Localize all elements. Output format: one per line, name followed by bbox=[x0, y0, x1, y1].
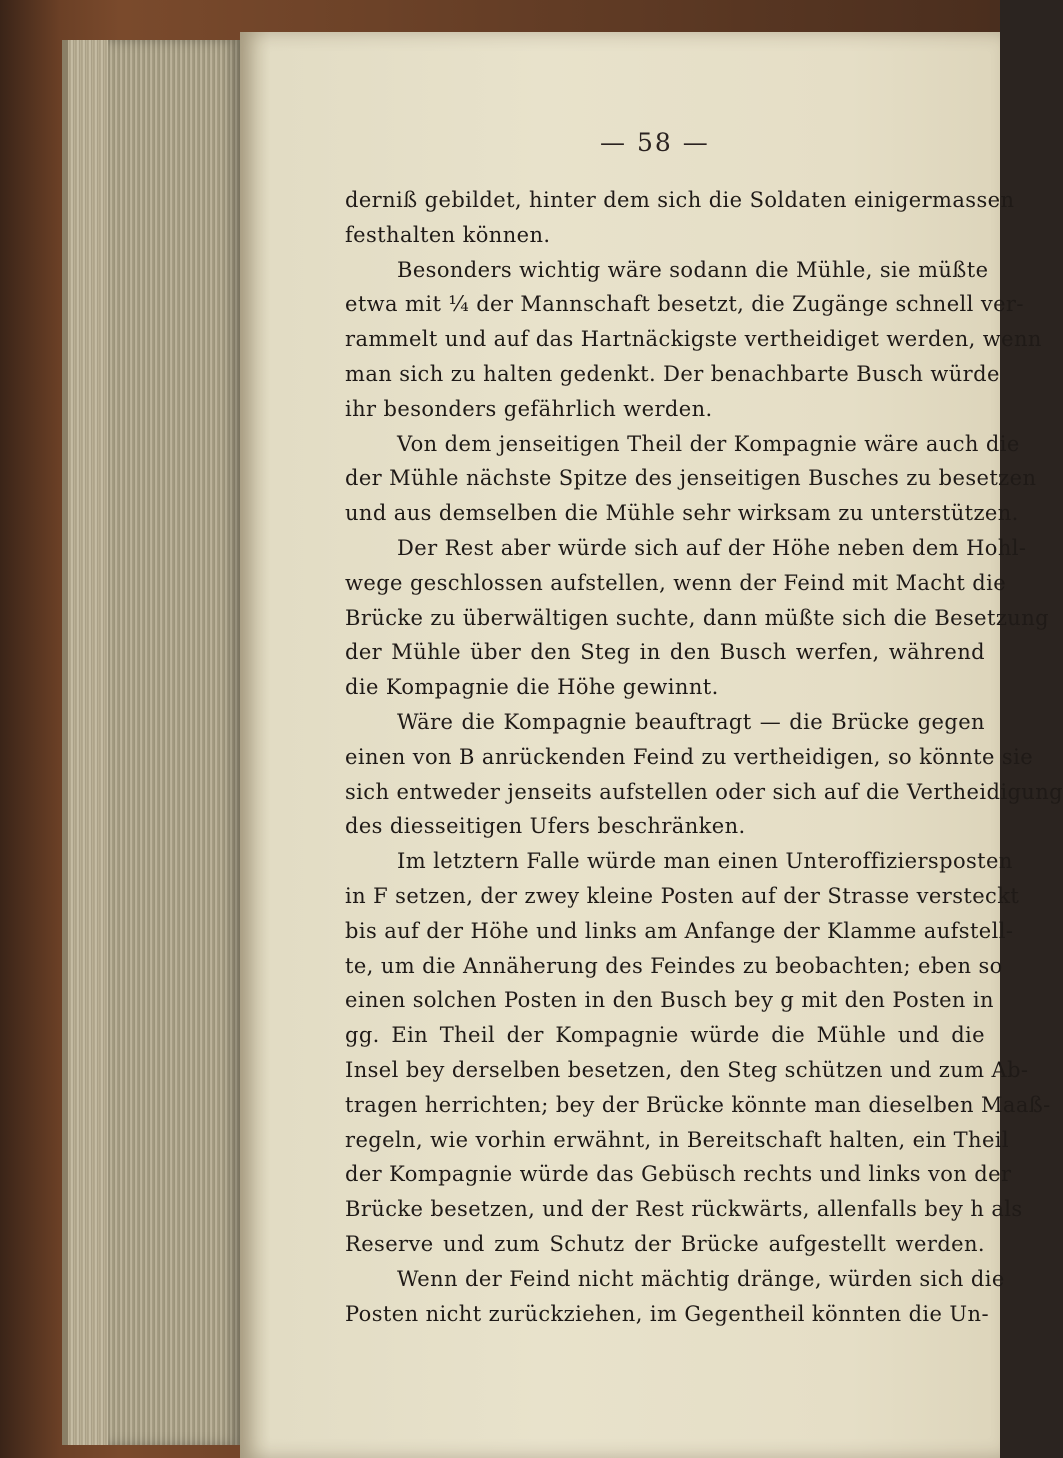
text-line: man sich zu halten gedenkt. Der benachbarte Busch würde bbox=[345, 361, 1000, 386]
text-line: einen von B anrückenden Feind zu vertheidigen, so könnte sie bbox=[345, 744, 1034, 769]
text-line: Von dem jenseitigen Theil der Kompagnie wäre auch die bbox=[397, 431, 1020, 456]
page-text bbox=[345, 183, 1063, 1331]
text-line: in F setzen, der zwey kleine Posten auf der Strasse versteckt bbox=[345, 883, 1020, 908]
text-line: Insel bey derselben besetzen, den Steg schützen und zum Ab- bbox=[345, 1057, 1029, 1082]
text-line: Reserve und zum Schutz der Brücke aufgestellt werden. bbox=[345, 1231, 985, 1256]
page-number: — 58 — bbox=[600, 128, 710, 157]
text-line: rammelt und auf das Hartnäckigste vertheidiget werden, wenn bbox=[345, 327, 1042, 352]
text-line: te, um die Annäherung des Feindes zu beobachten; eben so bbox=[345, 953, 1003, 978]
text-line: Wenn der Feind nicht mächtig dränge, würden sich die bbox=[397, 1266, 1005, 1291]
text-line: tragen herrichten; bey der Brücke könnte man dieselben Maaß- bbox=[345, 1092, 1051, 1117]
text-line: Im letztern Falle würde man einen Unteroffiziersposten bbox=[397, 849, 1013, 874]
text-line: Brücke besetzen, und der Rest rückwärts, allenfalls bey h als bbox=[345, 1197, 1023, 1222]
text-line: einen solchen Posten in den Busch bey g mit den Posten in bbox=[345, 988, 994, 1013]
text-line: Besonders wichtig wäre sodann die Mühle, sie müßte bbox=[397, 257, 989, 282]
text-line: ihr besonders gefährlich werden. bbox=[345, 396, 713, 421]
text-line: festhalten können. bbox=[345, 222, 551, 247]
text-line: bis auf der Höhe und links am Anfange der Klamme aufstell- bbox=[345, 918, 1014, 943]
text-line: Der Rest aber würde sich auf der Höhe neben dem Hohl- bbox=[397, 535, 1027, 560]
text-line: gg. Ein Theil der Kompagnie würde die Mühle und die bbox=[345, 1023, 985, 1048]
text-line: der Mühle über den Steg in den Busch werfen, während bbox=[345, 640, 985, 665]
text-line: der Mühle nächste Spitze des jenseitigen Busches zu besetzen bbox=[345, 466, 1037, 491]
text-line: Wäre die Kompagnie beauftragt — die Brücke gegen bbox=[397, 709, 985, 734]
text-line: Brücke zu überwältigen suchte, dann müßte sich die Besetzung bbox=[345, 605, 1049, 630]
text-line: und aus demselben die Mühle sehr wirksam zu unterstützen. bbox=[345, 501, 1019, 526]
text-line: derniß gebildet, hinter dem sich die Soldaten einigermassen bbox=[345, 188, 1015, 212]
text-line: sich entweder jenseits aufstellen oder sich auf die Vertheidigung bbox=[345, 779, 1063, 804]
text-line: etwa mit ¼ der Mannschaft besetzt, die Zugänge schnell ver- bbox=[345, 292, 1024, 317]
text-line: des diesseitigen Ufers beschränken. bbox=[345, 814, 746, 839]
text-line: der Kompagnie würde das Gebüsch rechts und links von der bbox=[345, 1162, 1012, 1187]
text-line: regeln, wie vorhin erwähnt, in Bereitschaft halten, ein Theil bbox=[345, 1127, 1010, 1152]
text-line: die Kompagnie die Höhe gewinnt. bbox=[345, 675, 719, 700]
text-line: Posten nicht zurückziehen, im Gegentheil könnten die Un- bbox=[345, 1301, 989, 1326]
text-line: wege geschlossen aufstellen, wenn der Feind mit Macht die bbox=[345, 570, 1007, 595]
page-stack bbox=[108, 40, 240, 1445]
